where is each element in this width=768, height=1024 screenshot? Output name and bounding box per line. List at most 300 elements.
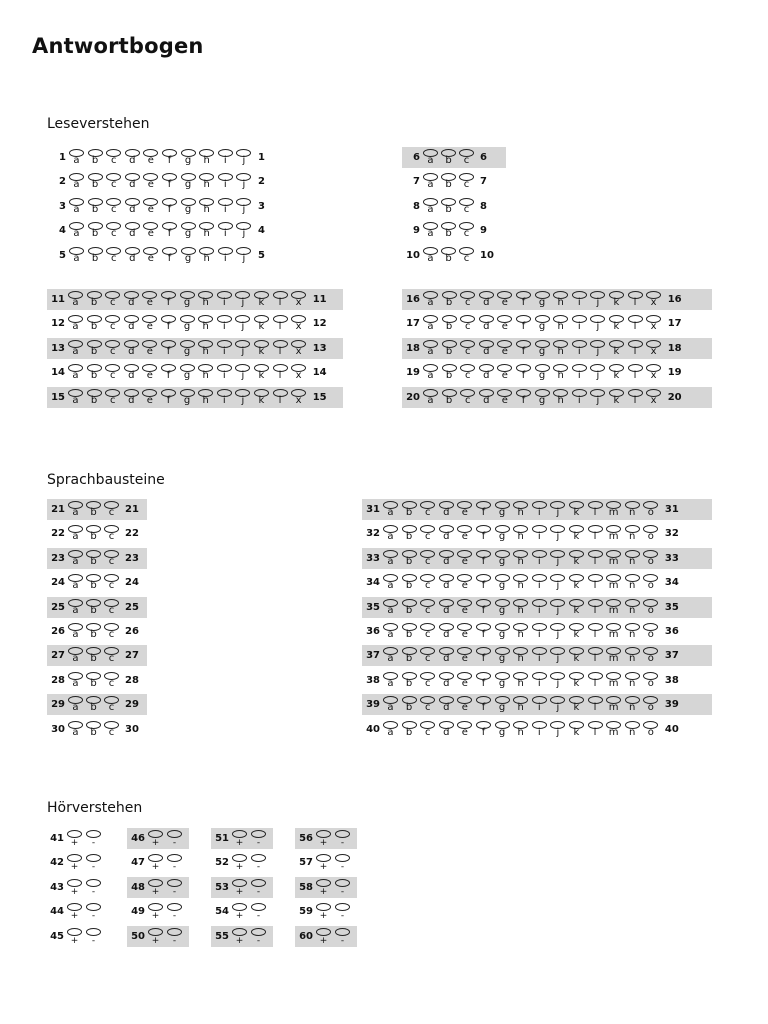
answer-option-35-h[interactable] [512, 597, 531, 618]
answer-option-56-plus[interactable] [315, 828, 334, 849]
answer-option-19-j[interactable] [589, 362, 608, 383]
answer-option-40-m[interactable] [605, 719, 624, 740]
answer-option-16-f[interactable] [515, 289, 534, 310]
answer-option-29-b[interactable] [85, 694, 103, 715]
answer-option-35-i[interactable] [531, 597, 550, 618]
answer-option-39-b[interactable] [401, 694, 420, 715]
answer-bubble[interactable] [316, 903, 331, 911]
answer-option-20-j[interactable] [589, 387, 608, 408]
answer-option-39-e[interactable] [456, 694, 475, 715]
answer-option-40-a[interactable] [382, 719, 401, 740]
answer-option-4-i[interactable] [217, 220, 236, 241]
answer-option-2-c[interactable] [105, 171, 124, 192]
answer-option-16-h[interactable] [552, 289, 571, 310]
answer-option-13-k[interactable] [253, 338, 272, 359]
answer-option-24-a[interactable] [67, 572, 85, 593]
answer-option-19-c[interactable] [459, 362, 478, 383]
answer-option-12-f[interactable] [160, 313, 179, 334]
answer-option-3-h[interactable] [198, 196, 217, 217]
answer-option-8-b[interactable] [440, 196, 458, 217]
answer-option-8-a[interactable] [422, 196, 440, 217]
answer-option-16-i[interactable] [571, 289, 590, 310]
answer-option-15-h[interactable] [197, 387, 216, 408]
answer-option-45-minus[interactable] [85, 926, 104, 947]
answer-option-36-o[interactable] [642, 621, 661, 642]
answer-option-2-f[interactable] [161, 171, 180, 192]
answer-option-32-j[interactable] [549, 523, 568, 544]
answer-option-1-j[interactable] [235, 147, 254, 168]
answer-option-38-e[interactable] [456, 670, 475, 691]
answer-option-5-g[interactable] [180, 245, 199, 266]
answer-option-16-k[interactable] [608, 289, 627, 310]
answer-option-4-g[interactable] [180, 220, 199, 241]
answer-option-35-d[interactable] [438, 597, 457, 618]
answer-option-38-m[interactable] [605, 670, 624, 691]
answer-option-4-c[interactable] [105, 220, 124, 241]
answer-option-1-e[interactable] [142, 147, 161, 168]
answer-option-8-c[interactable] [458, 196, 476, 217]
answer-option-34-i[interactable] [531, 572, 550, 593]
answer-option-36-a[interactable] [382, 621, 401, 642]
answer-option-9-c[interactable] [458, 220, 476, 241]
answer-option-15-a[interactable] [67, 387, 86, 408]
answer-option-16-e[interactable] [496, 289, 515, 310]
answer-option-33-h[interactable] [512, 548, 531, 569]
answer-option-3-a[interactable] [68, 196, 87, 217]
answer-option-34-h[interactable] [512, 572, 531, 593]
answer-option-37-l[interactable] [587, 645, 606, 666]
answer-option-35-b[interactable] [401, 597, 420, 618]
answer-option-42-minus[interactable] [85, 852, 104, 873]
answer-option-14-k[interactable] [253, 362, 272, 383]
answer-option-26-a[interactable] [67, 621, 85, 642]
answer-option-11-k[interactable] [253, 289, 272, 310]
answer-option-15-x[interactable] [290, 387, 309, 408]
answer-option-35-k[interactable] [568, 597, 587, 618]
answer-option-42-plus[interactable] [66, 852, 85, 873]
answer-option-41-plus[interactable] [66, 828, 85, 849]
answer-option-18-i[interactable] [571, 338, 590, 359]
answer-option-31-b[interactable] [401, 499, 420, 520]
answer-option-32-h[interactable] [512, 523, 531, 544]
answer-option-19-e[interactable] [496, 362, 515, 383]
answer-option-40-b[interactable] [401, 719, 420, 740]
answer-option-36-i[interactable] [531, 621, 550, 642]
answer-option-17-e[interactable] [496, 313, 515, 334]
answer-option-33-k[interactable] [568, 548, 587, 569]
answer-option-37-g[interactable] [494, 645, 513, 666]
answer-option-39-i[interactable] [531, 694, 550, 715]
answer-option-31-i[interactable] [531, 499, 550, 520]
answer-option-17-k[interactable] [608, 313, 627, 334]
answer-option-54-minus[interactable] [250, 901, 269, 922]
answer-option-43-plus[interactable] [66, 877, 85, 898]
answer-option-13-c[interactable] [104, 338, 123, 359]
answer-option-21-b[interactable] [85, 499, 103, 520]
answer-option-35-l[interactable] [587, 597, 606, 618]
answer-option-20-k[interactable] [608, 387, 627, 408]
answer-option-1-g[interactable] [180, 147, 199, 168]
answer-option-31-c[interactable] [419, 499, 438, 520]
answer-option-19-b[interactable] [441, 362, 460, 383]
answer-bubble[interactable] [316, 928, 331, 936]
answer-option-36-g[interactable] [494, 621, 513, 642]
answer-option-31-d[interactable] [438, 499, 457, 520]
answer-bubble[interactable] [232, 830, 247, 838]
answer-bubble[interactable] [148, 928, 163, 936]
answer-option-18-d[interactable] [478, 338, 497, 359]
answer-option-7-c[interactable] [458, 171, 476, 192]
answer-option-45-plus[interactable] [66, 926, 85, 947]
answer-bubble[interactable] [167, 854, 182, 862]
answer-option-22-a[interactable] [67, 523, 85, 544]
answer-option-6-a[interactable] [422, 147, 440, 168]
answer-option-32-a[interactable] [382, 523, 401, 544]
answer-option-60-minus[interactable] [334, 926, 353, 947]
answer-option-32-d[interactable] [438, 523, 457, 544]
answer-option-34-n[interactable] [624, 572, 643, 593]
answer-option-5-b[interactable] [87, 245, 106, 266]
answer-option-40-k[interactable] [568, 719, 587, 740]
answer-bubble[interactable] [232, 903, 247, 911]
answer-option-4-h[interactable] [198, 220, 217, 241]
answer-option-12-a[interactable] [67, 313, 86, 334]
answer-option-12-d[interactable] [123, 313, 142, 334]
answer-option-37-k[interactable] [568, 645, 587, 666]
answer-option-27-b[interactable] [85, 645, 103, 666]
answer-option-21-c[interactable] [103, 499, 121, 520]
answer-bubble[interactable] [67, 879, 82, 887]
answer-bubble[interactable] [148, 830, 163, 838]
answer-bubble[interactable] [167, 903, 182, 911]
answer-option-19-l[interactable] [627, 362, 646, 383]
answer-option-11-d[interactable] [123, 289, 142, 310]
answer-option-23-c[interactable] [103, 548, 121, 569]
answer-option-13-i[interactable] [216, 338, 235, 359]
answer-option-32-l[interactable] [587, 523, 606, 544]
answer-option-31-m[interactable] [605, 499, 624, 520]
answer-option-35-g[interactable] [494, 597, 513, 618]
answer-option-14-c[interactable] [104, 362, 123, 383]
answer-option-16-b[interactable] [441, 289, 460, 310]
answer-option-46-plus[interactable] [147, 828, 166, 849]
answer-bubble[interactable] [86, 854, 101, 862]
answer-bubble[interactable] [167, 830, 182, 838]
answer-option-37-e[interactable] [456, 645, 475, 666]
answer-option-33-f[interactable] [475, 548, 494, 569]
answer-option-19-i[interactable] [571, 362, 590, 383]
answer-option-29-a[interactable] [67, 694, 85, 715]
answer-option-34-k[interactable] [568, 572, 587, 593]
answer-option-13-d[interactable] [123, 338, 142, 359]
answer-option-34-l[interactable] [587, 572, 606, 593]
answer-option-40-i[interactable] [531, 719, 550, 740]
answer-option-3-f[interactable] [161, 196, 180, 217]
answer-option-5-j[interactable] [235, 245, 254, 266]
answer-option-41-minus[interactable] [85, 828, 104, 849]
answer-option-20-g[interactable] [534, 387, 553, 408]
answer-option-24-b[interactable] [85, 572, 103, 593]
answer-option-15-g[interactable] [179, 387, 198, 408]
answer-option-17-j[interactable] [589, 313, 608, 334]
answer-option-18-k[interactable] [608, 338, 627, 359]
answer-option-3-c[interactable] [105, 196, 124, 217]
answer-option-10-c[interactable] [458, 245, 476, 266]
answer-option-39-j[interactable] [549, 694, 568, 715]
answer-option-33-a[interactable] [382, 548, 401, 569]
answer-option-38-o[interactable] [642, 670, 661, 691]
answer-option-33-o[interactable] [642, 548, 661, 569]
answer-option-51-minus[interactable] [250, 828, 269, 849]
answer-option-35-a[interactable] [382, 597, 401, 618]
answer-option-34-e[interactable] [456, 572, 475, 593]
answer-bubble[interactable] [67, 928, 82, 936]
answer-option-49-plus[interactable] [147, 901, 166, 922]
answer-option-15-b[interactable] [86, 387, 105, 408]
answer-option-40-f[interactable] [475, 719, 494, 740]
answer-option-11-b[interactable] [86, 289, 105, 310]
answer-option-12-l[interactable] [272, 313, 291, 334]
answer-bubble[interactable] [335, 928, 350, 936]
answer-option-36-j[interactable] [549, 621, 568, 642]
answer-option-31-k[interactable] [568, 499, 587, 520]
answer-option-17-x[interactable] [645, 313, 664, 334]
answer-option-6-c[interactable] [458, 147, 476, 168]
answer-option-37-o[interactable] [642, 645, 661, 666]
answer-option-19-a[interactable] [422, 362, 441, 383]
answer-option-40-j[interactable] [549, 719, 568, 740]
answer-option-7-b[interactable] [440, 171, 458, 192]
answer-option-18-b[interactable] [441, 338, 460, 359]
answer-option-11-l[interactable] [272, 289, 291, 310]
answer-option-2-e[interactable] [142, 171, 161, 192]
answer-option-39-m[interactable] [605, 694, 624, 715]
answer-option-12-g[interactable] [179, 313, 198, 334]
answer-option-35-o[interactable] [642, 597, 661, 618]
answer-option-18-h[interactable] [552, 338, 571, 359]
answer-option-5-d[interactable] [124, 245, 143, 266]
answer-option-32-m[interactable] [605, 523, 624, 544]
answer-option-36-b[interactable] [401, 621, 420, 642]
answer-option-28-b[interactable] [85, 670, 103, 691]
answer-option-28-c[interactable] [103, 670, 121, 691]
answer-option-43-minus[interactable] [85, 877, 104, 898]
answer-option-46-minus[interactable] [166, 828, 185, 849]
answer-option-39-f[interactable] [475, 694, 494, 715]
answer-option-30-a[interactable] [67, 719, 85, 740]
answer-option-59-minus[interactable] [334, 901, 353, 922]
answer-option-58-plus[interactable] [315, 877, 334, 898]
answer-option-19-f[interactable] [515, 362, 534, 383]
answer-option-33-l[interactable] [587, 548, 606, 569]
answer-bubble[interactable] [148, 854, 163, 862]
answer-option-19-g[interactable] [534, 362, 553, 383]
answer-option-32-n[interactable] [624, 523, 643, 544]
answer-option-38-n[interactable] [624, 670, 643, 691]
answer-option-2-h[interactable] [198, 171, 217, 192]
answer-option-12-e[interactable] [141, 313, 160, 334]
answer-option-20-x[interactable] [645, 387, 664, 408]
answer-option-37-i[interactable] [531, 645, 550, 666]
answer-option-11-x[interactable] [290, 289, 309, 310]
answer-option-17-g[interactable] [534, 313, 553, 334]
answer-option-19-d[interactable] [478, 362, 497, 383]
answer-option-20-a[interactable] [422, 387, 441, 408]
answer-option-38-j[interactable] [549, 670, 568, 691]
answer-option-2-b[interactable] [87, 171, 106, 192]
answer-option-17-l[interactable] [627, 313, 646, 334]
answer-option-3-e[interactable] [142, 196, 161, 217]
answer-option-37-b[interactable] [401, 645, 420, 666]
answer-option-36-e[interactable] [456, 621, 475, 642]
answer-option-10-b[interactable] [440, 245, 458, 266]
answer-option-13-j[interactable] [234, 338, 253, 359]
answer-option-40-d[interactable] [438, 719, 457, 740]
answer-option-15-f[interactable] [160, 387, 179, 408]
answer-option-4-a[interactable] [68, 220, 87, 241]
answer-option-2-j[interactable] [235, 171, 254, 192]
answer-option-14-i[interactable] [216, 362, 235, 383]
answer-option-5-e[interactable] [142, 245, 161, 266]
answer-option-23-a[interactable] [67, 548, 85, 569]
answer-option-32-f[interactable] [475, 523, 494, 544]
answer-option-19-k[interactable] [608, 362, 627, 383]
answer-option-18-g[interactable] [534, 338, 553, 359]
answer-option-52-plus[interactable] [231, 852, 250, 873]
answer-option-33-i[interactable] [531, 548, 550, 569]
answer-option-34-g[interactable] [494, 572, 513, 593]
answer-option-31-g[interactable] [494, 499, 513, 520]
answer-bubble[interactable] [232, 928, 247, 936]
answer-bubble[interactable] [335, 830, 350, 838]
answer-option-39-o[interactable] [642, 694, 661, 715]
answer-option-33-c[interactable] [419, 548, 438, 569]
answer-option-33-j[interactable] [549, 548, 568, 569]
answer-option-38-d[interactable] [438, 670, 457, 691]
answer-option-25-b[interactable] [85, 597, 103, 618]
answer-option-32-o[interactable] [642, 523, 661, 544]
answer-option-3-i[interactable] [217, 196, 236, 217]
answer-option-25-a[interactable] [67, 597, 85, 618]
answer-option-31-j[interactable] [549, 499, 568, 520]
answer-option-14-g[interactable] [179, 362, 198, 383]
answer-option-37-m[interactable] [605, 645, 624, 666]
answer-option-14-e[interactable] [141, 362, 160, 383]
answer-option-5-f[interactable] [161, 245, 180, 266]
answer-bubble[interactable] [232, 879, 247, 887]
answer-option-33-e[interactable] [456, 548, 475, 569]
answer-option-16-g[interactable] [534, 289, 553, 310]
answer-option-34-m[interactable] [605, 572, 624, 593]
answer-option-14-j[interactable] [234, 362, 253, 383]
answer-option-2-i[interactable] [217, 171, 236, 192]
answer-bubble[interactable] [335, 854, 350, 862]
answer-option-4-e[interactable] [142, 220, 161, 241]
answer-option-13-a[interactable] [67, 338, 86, 359]
answer-option-39-d[interactable] [438, 694, 457, 715]
answer-option-12-c[interactable] [104, 313, 123, 334]
answer-option-4-j[interactable] [235, 220, 254, 241]
answer-option-1-f[interactable] [161, 147, 180, 168]
answer-option-15-j[interactable] [234, 387, 253, 408]
answer-option-9-a[interactable] [422, 220, 440, 241]
answer-option-16-c[interactable] [459, 289, 478, 310]
answer-option-38-i[interactable] [531, 670, 550, 691]
answer-option-38-f[interactable] [475, 670, 494, 691]
answer-option-34-c[interactable] [419, 572, 438, 593]
answer-option-32-g[interactable] [494, 523, 513, 544]
answer-option-7-a[interactable] [422, 171, 440, 192]
answer-option-18-f[interactable] [515, 338, 534, 359]
answer-option-27-a[interactable] [67, 645, 85, 666]
answer-option-32-k[interactable] [568, 523, 587, 544]
answer-option-14-h[interactable] [197, 362, 216, 383]
answer-bubble[interactable] [251, 903, 266, 911]
answer-option-4-f[interactable] [161, 220, 180, 241]
answer-bubble[interactable] [232, 854, 247, 862]
answer-option-11-g[interactable] [179, 289, 198, 310]
answer-option-4-b[interactable] [87, 220, 106, 241]
answer-option-13-e[interactable] [141, 338, 160, 359]
answer-option-38-b[interactable] [401, 670, 420, 691]
answer-option-53-minus[interactable] [250, 877, 269, 898]
answer-option-37-d[interactable] [438, 645, 457, 666]
answer-option-38-a[interactable] [382, 670, 401, 691]
answer-option-14-d[interactable] [123, 362, 142, 383]
answer-option-20-h[interactable] [552, 387, 571, 408]
answer-option-20-f[interactable] [515, 387, 534, 408]
answer-option-37-c[interactable] [419, 645, 438, 666]
answer-option-34-f[interactable] [475, 572, 494, 593]
answer-option-31-a[interactable] [382, 499, 401, 520]
answer-option-40-g[interactable] [494, 719, 513, 740]
answer-option-23-b[interactable] [85, 548, 103, 569]
answer-option-9-b[interactable] [440, 220, 458, 241]
answer-option-17-h[interactable] [552, 313, 571, 334]
answer-option-47-plus[interactable] [147, 852, 166, 873]
answer-option-50-plus[interactable] [147, 926, 166, 947]
answer-option-15-c[interactable] [104, 387, 123, 408]
answer-option-48-plus[interactable] [147, 877, 166, 898]
answer-option-32-b[interactable] [401, 523, 420, 544]
answer-option-44-minus[interactable] [85, 901, 104, 922]
answer-option-12-j[interactable] [234, 313, 253, 334]
answer-option-13-h[interactable] [197, 338, 216, 359]
answer-option-3-d[interactable] [124, 196, 143, 217]
answer-option-44-plus[interactable] [66, 901, 85, 922]
answer-option-38-c[interactable] [419, 670, 438, 691]
answer-option-1-b[interactable] [87, 147, 106, 168]
answer-option-13-b[interactable] [86, 338, 105, 359]
answer-option-27-c[interactable] [103, 645, 121, 666]
answer-option-20-i[interactable] [571, 387, 590, 408]
answer-option-34-d[interactable] [438, 572, 457, 593]
answer-option-49-minus[interactable] [166, 901, 185, 922]
answer-bubble[interactable] [251, 854, 266, 862]
answer-option-13-g[interactable] [179, 338, 198, 359]
answer-option-37-h[interactable] [512, 645, 531, 666]
answer-option-38-h[interactable] [512, 670, 531, 691]
answer-option-35-j[interactable] [549, 597, 568, 618]
answer-option-5-h[interactable] [198, 245, 217, 266]
answer-option-22-b[interactable] [85, 523, 103, 544]
answer-option-12-b[interactable] [86, 313, 105, 334]
answer-bubble[interactable] [148, 879, 163, 887]
answer-option-6-b[interactable] [440, 147, 458, 168]
answer-option-34-a[interactable] [382, 572, 401, 593]
answer-option-39-k[interactable] [568, 694, 587, 715]
answer-option-20-d[interactable] [478, 387, 497, 408]
